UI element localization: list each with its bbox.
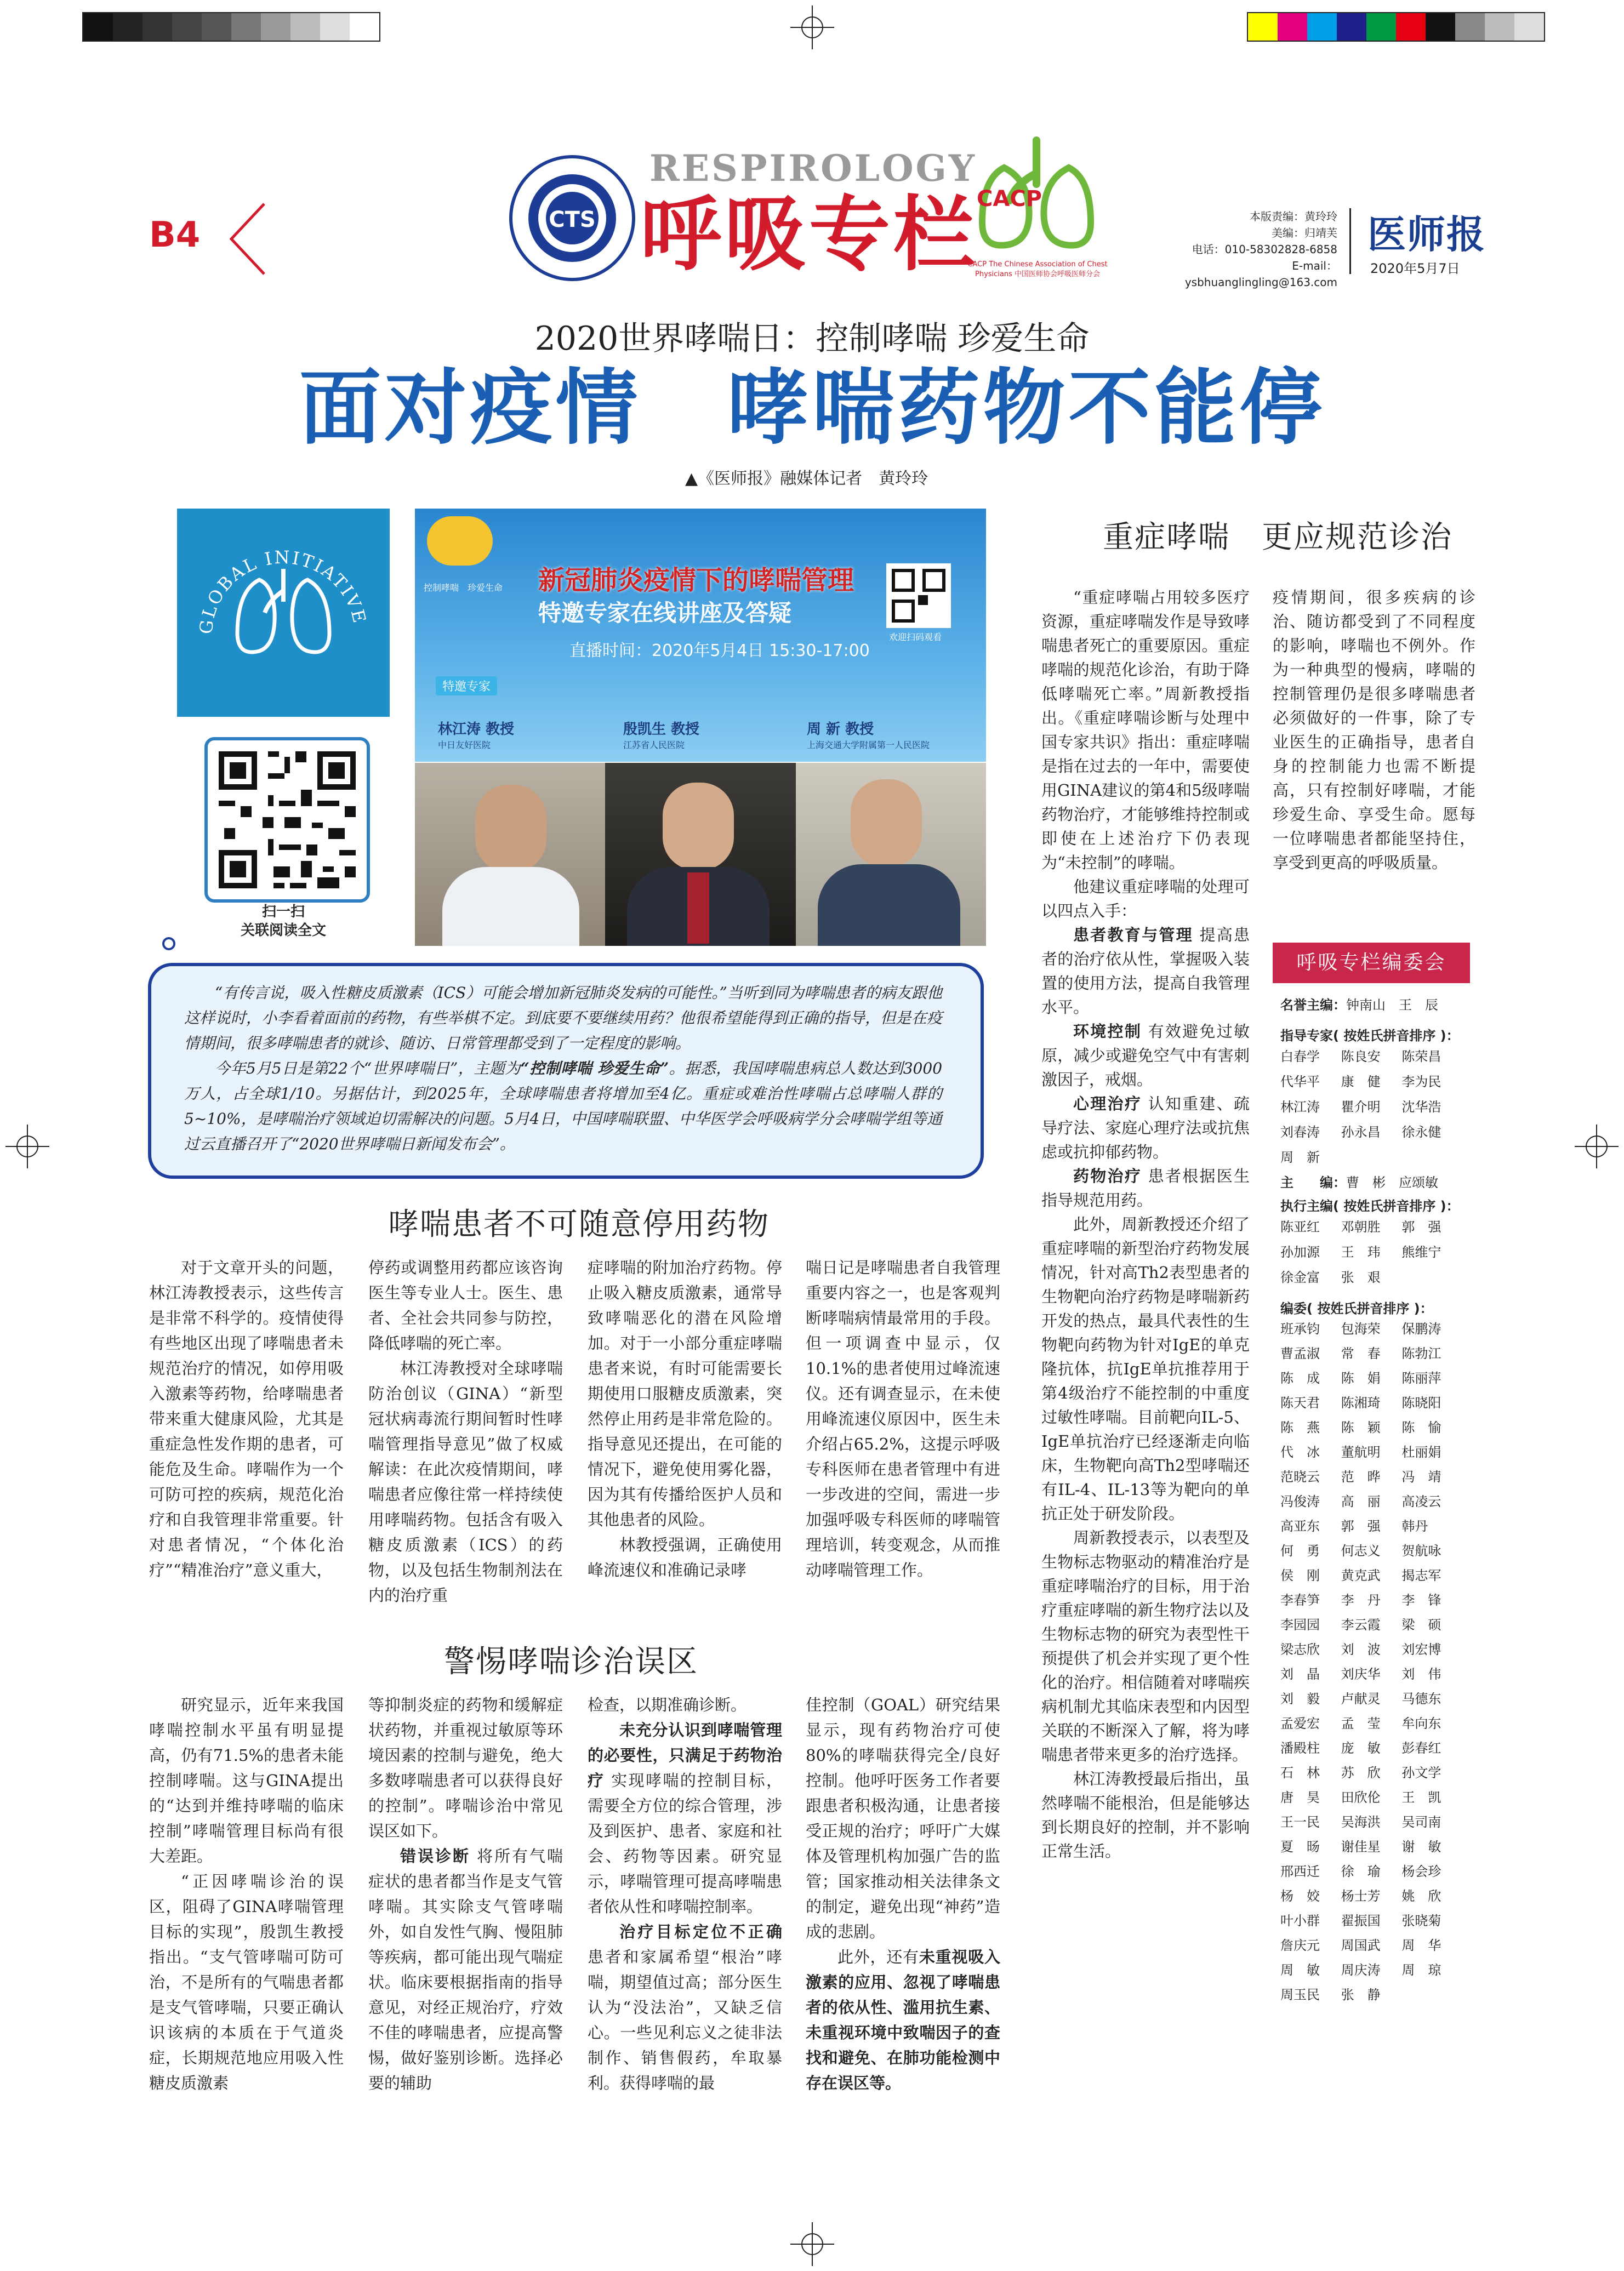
committee-name: 叶小群 [1280, 1913, 1320, 1928]
committee-name: 徐金富 [1280, 1270, 1320, 1285]
committee-name: 陈良安 [1341, 1049, 1381, 1064]
committee-name: 石 林 [1280, 1765, 1320, 1781]
s1-col2-text-a: 停药或调整用药都应该咨询医生等专业人士。医生、患者、全社会共同参与防控，降低哮喘的死亡率。 [368, 1258, 563, 1353]
committee-name: 杨 姣 [1280, 1888, 1320, 1904]
committee-name: 张晓菊 [1401, 1913, 1441, 1928]
cts-logo [509, 155, 636, 282]
committee-name: 徐 瑜 [1341, 1864, 1381, 1879]
committee-name: 陈湘琦 [1341, 1395, 1381, 1411]
committee-name: 梁志欣 [1280, 1642, 1320, 1657]
committee-name: 刘 毅 [1280, 1691, 1320, 1707]
intro-para-1: “有传言说，吸入性糖皮质激素（ICS）可能会增加新冠肺炎发病的可能性。”当听到同为哮喘患者的病友跟他这样说时，小李看着面前的药物，有些举棋不定。到底要不要继续用药？他很希望能得到正确的指导，但是在疫情期间，很多哮喘患者的就诊、随访、日常管理都受到了一定程度的影响。 [184, 984, 942, 1052]
livestream-banner [415, 509, 986, 762]
committee-name: 李 锋 [1401, 1593, 1441, 1608]
page-code: B4 [149, 215, 201, 255]
column-english-title: RESPIROLOGY [649, 147, 977, 190]
expert-photo-3 [796, 763, 986, 946]
section1-title: 哮喘患者不可随意停用药物 [388, 1207, 770, 1242]
s3-colA-text-9: 林江涛教授最后指出，虽然哮喘不能根治，但是能够达到长期良好的控制，并不影响正常生活。 [1041, 1770, 1250, 1861]
committee-members [1280, 1317, 1462, 2007]
committee-name: 韩丹 [1401, 1519, 1428, 1534]
s3-colA-text-7: 此外，周新教授还介绍了重症哮喘的新型治疗药物发展情况，针对高Th2表型患者的生物靶向治疗药物是哮喘新药开发的热点，最具代表性的生物靶向药物为针对IgE的单克隆抗体，抗IgE单抗推荐用于第4级治疗不能控制的中重度过敏性哮喘。目前靶向IL-5、IgE单抗治疗已经逐渐走向临床，生物靶向高Th2型哮喘还有IL-4、IL-13等为靶向的单抗正处于研发阶段。 [1041, 1215, 1250, 1523]
masthead-info [1178, 208, 1337, 290]
committee-name: 杜丽娟 [1401, 1445, 1441, 1460]
registration-mark-right [1575, 1125, 1619, 1168]
committee-name: 范晓云 [1280, 1469, 1320, 1485]
committee-name: 陈勃江 [1401, 1346, 1441, 1361]
committee-name: 夏 旸 [1280, 1839, 1320, 1855]
committee-members-label: 编委( 按姓氏拼音排序 )： [1280, 1301, 1433, 1316]
committee-name: 侯 刚 [1280, 1568, 1320, 1583]
s2-col4 [806, 1692, 1000, 2096]
committee-name: 熊维宁 [1401, 1245, 1441, 1260]
s3-colA-text-5: 心理治疗 认知重建、疏导疗法、家庭心理疗法或抗焦虑或抗抑郁药物。 [1041, 1094, 1250, 1161]
committee-name: 刘 伟 [1401, 1667, 1441, 1682]
chevron-left-icon [226, 201, 270, 277]
committee-name: 孙文学 [1401, 1765, 1441, 1781]
s1-col4-text: 喘日记是哮喘患者自我管理重要内容之一，也是客观判断哮喘病情最常用的手段。但一项调查中显示，仅10.1%的患者使用过峰流速仪。还有调查显示，在未使用峰流速仪原因中，医生未介绍占65.2%，这提示呼吸专科医师在患者管理中有进一步改进的空间，需进一步加强呼吸专科医师的哮喘管理培训，转变观念，从而推动哮喘管理工作。 [806, 1258, 1000, 1579]
committee-advisors [1280, 1044, 1462, 1170]
s1-col2-text-b: 林江涛教授对全球哮喘防治创议（GINA）“新型冠状病毒流行期间暂时性哮喘管理指导意见”做了权威解读：在此次疫情期间，哮喘患者应像往常一样持续使用哮喘药物。包括含有吸入糖皮质激素（ICS）的药物，以及包括生物制剂法在内的治疗重 [368, 1359, 563, 1605]
s3-colA-text-2: 他建议重症哮喘的处理可以四点入手： [1041, 877, 1250, 920]
s2-col1-text-a: 研究显示，近年来我国哮喘控制水平虽有明显提高，仍有71.5%的患者未能控制哮喘。这与GINA提出的“达到并维持哮喘的临床控制”哮喘管理目标尚有很大差距。 [149, 1696, 344, 1865]
committee-name: 陈 娟 [1341, 1371, 1381, 1386]
committee-name: 瞿介明 [1341, 1099, 1381, 1115]
committee-name: 陈亚红 [1280, 1219, 1320, 1235]
expert-photo-2 [605, 763, 795, 946]
committee-name: 沈华浩 [1401, 1099, 1441, 1115]
intro-box-dot [162, 937, 175, 950]
s1-col2 [368, 1255, 563, 1608]
s1-col1-text: 对于文章开头的问题，林江涛教授表示，这些传言是非常不科学的。疫情使得有些地区出现了哮喘患者未规范治疗的情况，如停用吸入激素等药物，给哮喘患者带来重大健康风险，尤其是重症急性发作期的患者，可能危及生命。哮喘作为一个可防可控的疾病，规范化治疗和自我管理非常重要。针对患者情况，“个体化治疗”“精准治疗”意义重大， [149, 1258, 344, 1579]
banner-time: 直播时间：2020年5月4日 15:30-17:00 [569, 641, 870, 660]
expert-1-org: 中日友好医院 [438, 740, 491, 750]
committee-name: 白春学 [1280, 1049, 1320, 1064]
committee-name: 孙加源 [1280, 1245, 1320, 1260]
s3-colB [1273, 585, 1475, 875]
committee-name: 周 琼 [1401, 1962, 1441, 1978]
committee-name: 李 丹 [1341, 1593, 1381, 1608]
committee-name: 陈 燕 [1280, 1420, 1320, 1435]
committee-name: 田欣伦 [1341, 1790, 1381, 1805]
committee-name: 吴司南 [1401, 1814, 1441, 1830]
committee-name: 黄克武 [1341, 1568, 1381, 1583]
committee-name: 郭 强 [1341, 1519, 1381, 1534]
committee-name: 陈 愉 [1401, 1420, 1441, 1435]
committee-name: 周玉民 [1280, 1987, 1320, 2002]
section3-title: 重症哮喘 更应规范诊治 [1103, 520, 1452, 555]
expert-3 [807, 718, 930, 751]
paper-name: 医师报 [1367, 212, 1486, 257]
svg-text:CACP: CACP [977, 186, 1042, 212]
committee-name: 詹庆元 [1280, 1938, 1320, 1953]
s1-col3-text: 症哮喘的附加治疗药物。停止吸入糖皮质激素，通常导致哮喘恶化的潜在风险增加。对于一小部分重症哮喘患者来说，有时可能需要长期使用口服糖皮质激素，突然停止用药是非常危险的。指导意见还提出，在可能的情况下，避免使用雾化器，因为其有传播给医护人员和其他患者的风险。 [588, 1258, 782, 1529]
committee-name: 张 艰 [1341, 1270, 1381, 1285]
committee-name: 卢献灵 [1341, 1691, 1381, 1707]
committee-name: 潘殿柱 [1280, 1741, 1320, 1756]
experts-tag: 特邀专家 [436, 676, 497, 695]
s2-col3 [588, 1692, 782, 2096]
committee-name: 庞 敏 [1341, 1741, 1381, 1756]
committee-name: 冯俊涛 [1280, 1494, 1320, 1509]
s2-col1-text-b: “正因哮喘诊治的误区，阻碍了GINA哮喘管理目标的实现”，殷凯生教授指出。“支气管哮喘可防可治，不是所有的气喘患者都是支气管哮喘，只要正确认识该病的本质在于气道炎症，长期规范地应用吸入性糖皮质激素 [149, 1872, 344, 2092]
registration-mark-left [5, 1125, 49, 1168]
banner-subtitle: 特邀专家在线讲座及答疑 [538, 600, 792, 626]
s3-colA-text-6: 药物治疗 患者根据医生指导规范用药。 [1041, 1167, 1250, 1209]
expert-2 [623, 718, 699, 751]
committee-name: 范 晔 [1341, 1469, 1381, 1485]
s2-col1 [149, 1692, 344, 2096]
gina-logo-text: GLOBAL INITIATIVE [195, 546, 371, 635]
committee-name: 刘春涛 [1280, 1125, 1320, 1140]
registration-mark-top [790, 5, 834, 49]
banner-right-tag: 欢迎扫码观看 [889, 632, 942, 642]
committee-name: 孙永昌 [1341, 1125, 1381, 1140]
committee-name: 马德东 [1401, 1691, 1441, 1707]
committee-name: 林江涛 [1280, 1099, 1320, 1115]
committee-name: 李为民 [1401, 1074, 1441, 1089]
committee-name: 翟振国 [1341, 1913, 1381, 1928]
editorial-committee [1273, 943, 1470, 2007]
committee-name: 班承钧 [1280, 1321, 1320, 1337]
committee-name: 董航明 [1341, 1445, 1381, 1460]
committee-name: 李园园 [1280, 1617, 1320, 1633]
committee-exec [1280, 1214, 1462, 1290]
qr-caption-line2: 关联阅读全文 [240, 922, 326, 939]
svg-text:CTS: CTS [549, 207, 596, 232]
banner-mascot-icon [427, 516, 493, 566]
committee-name: 孟 莹 [1341, 1716, 1381, 1731]
registration-mark-bottom [790, 2222, 834, 2266]
committee-name: 周庆涛 [1341, 1962, 1381, 1978]
committee-name: 杨会珍 [1401, 1864, 1441, 1879]
column-title: 呼吸专栏 [640, 187, 978, 282]
s1-col1 [149, 1255, 344, 1583]
color-bar [1247, 12, 1545, 42]
committee-name: 刘庆华 [1341, 1667, 1381, 1682]
committee-name: 保鹏涛 [1401, 1321, 1441, 1337]
committee-name: 贺航咏 [1401, 1543, 1441, 1559]
committee-name: 包海荣 [1341, 1321, 1381, 1337]
committee-name: 郭 强 [1401, 1219, 1441, 1235]
s3-colA-text-4: 环境控制 有效避免过敏原，减少或避免空气中有害刺激因子，戒烟。 [1041, 1022, 1250, 1089]
expert-3-name: 周 新 教授 [807, 721, 874, 738]
grayscale-bar [82, 12, 380, 42]
s3-colA-text-3: 患者教育与管理 提高患者的治疗依从性，掌握吸入装置的使用方法，提高自我管理水平。 [1041, 926, 1250, 1017]
committee-name: 刘 晶 [1280, 1667, 1320, 1682]
editor-credit: 本版责编：黄玲玲 [1250, 210, 1337, 223]
committee-name: 唐 昊 [1280, 1790, 1320, 1805]
s1-col3 [588, 1255, 782, 1583]
committee-name: 高亚东 [1280, 1519, 1320, 1534]
banner-qr-icon [886, 563, 951, 628]
s3-colA [1041, 585, 1250, 1863]
s1-col3-text-b: 林教授强调，正确使用峰流速仪和准确记录哮 [588, 1536, 782, 1579]
gina-logo [177, 509, 390, 717]
committee-name: 何志义 [1341, 1543, 1381, 1559]
committee-name: 陈 颖 [1341, 1420, 1381, 1435]
committee-name: 孟爱宏 [1280, 1716, 1320, 1731]
committee-name: 刘宏博 [1401, 1642, 1441, 1657]
committee-name: 张 静 [1341, 1987, 1381, 2002]
committee-name: 徐永健 [1401, 1125, 1441, 1140]
committee-name: 王 凯 [1401, 1790, 1441, 1805]
s1-col4 [806, 1255, 1000, 1583]
committee-name: 周 新 [1280, 1150, 1320, 1165]
cacp-logo [967, 135, 1108, 288]
expert-photo-1 [415, 763, 605, 946]
committee-name: 李云霞 [1341, 1617, 1381, 1633]
s3-colA-text-8: 周新教授表示，以表型及生物标志物驱动的精准治疗是重症哮喘治疗的目标，用于治疗重症哮喘的新生物疗法以及生物标志物的研究为表型性干预提供了机会并实现了更个性化的治疗。相信随着对哮喘疾病机制尤其临床表型和内因型关联的不断深入了解，将为哮喘患者带来更多的治疗选择。 [1041, 1528, 1250, 1764]
committee-name: 姚 欣 [1401, 1888, 1441, 1904]
video-call-photo [415, 763, 986, 946]
s3-colA-text-1: “重症哮喘占用较多医疗资源，重症哮喘发作是导致哮喘患者死亡的重要原因。重症哮喘的规范化诊治，有助于降低哮喘死亡率。”周新教授指出。《重症哮喘诊断与处理中国专家共识》指出：重症哮喘是指在过去的一年中，需要使用GINA建议的第4和5级哮喘药物治疗，才能够维持控制或即使在上述治疗下仍表现为“未控制”的哮喘。 [1041, 588, 1250, 872]
s2-col4-text-a: 佳控制（GOAL）研究结果显示，现有药物治疗可使80%的哮喘获得完全/良好控制。他呼吁医务工作者要跟患者积极沟通，让患者接受正规的治疗；呼吁广大媒体及管理机构加强广告的监管；国家推动相关法律条文的制定，避免出现“神药”造成的悲剧。 [806, 1696, 1000, 1941]
qr-caption [177, 903, 390, 940]
committee-name: 谢 敏 [1401, 1839, 1441, 1855]
committee-name: 邢西迁 [1280, 1864, 1320, 1879]
intro-box [148, 963, 984, 1179]
expert-3-org: 上海交通大学附属第一人民医院 [807, 740, 930, 750]
art-editor-credit: 美编：归靖芙 [1272, 226, 1337, 239]
committee-name: 陈 成 [1280, 1371, 1320, 1386]
committee-exec-label: 执行主编( 按姓氏拼音排序 )： [1280, 1199, 1460, 1214]
s2-col3-text-c: 治疗目标定位不正确 患者和家属希望“根治”哮喘，期望值过高；部分医生认为“没法治”，又缺乏信心。一些见利忘义之徒非法制作、销售假药，牟取暴利。获得哮喘的最 [588, 1922, 782, 2092]
committee-name: 李春笋 [1280, 1593, 1320, 1608]
contact-phone: 电话：010-58302828-6858 [1192, 243, 1337, 256]
committee-name: 高 丽 [1341, 1494, 1381, 1509]
committee-advisors-label: 指导专家( 按姓氏拼音排序 )： [1280, 1028, 1460, 1043]
committee-name: 陈丽萍 [1401, 1371, 1441, 1386]
s2-col2 [368, 1692, 563, 2096]
committee-name: 梁 硕 [1401, 1617, 1441, 1633]
issue-date: 2020年5月7日 [1370, 261, 1460, 276]
banner-title: 新冠肺炎疫情下的哮喘管理 [538, 565, 854, 596]
s2-col3-text-b: 未充分认识到哮喘管理的必要性，只满足于药物治疗 实现哮喘的控制目标，需要全方位的综合管理，涉及到医护、患者、家庭和社会、药物等因素。研究显示，哮喘管理可提高哮喘患者依从性和哮喘控制率。 [588, 1721, 782, 1916]
committee-name: 王 玮 [1341, 1245, 1381, 1260]
committee-name: 谢佳星 [1341, 1839, 1381, 1855]
committee-name: 代 冰 [1280, 1445, 1320, 1460]
committee-name: 牟向东 [1401, 1716, 1441, 1731]
committee-name: 周国武 [1341, 1938, 1381, 1953]
committee-name: 康 健 [1341, 1074, 1381, 1089]
expert-2-name: 殷凯生 教授 [623, 721, 700, 738]
committee-name: 邓朝胜 [1341, 1219, 1381, 1235]
committee-name: 杨士芳 [1341, 1888, 1381, 1904]
s2-col2-text-b: 错误诊断 将所有气喘症状的患者都当作是支气管哮喘。其实除支气管哮喘外，如自发性气胸、慢阻肺等疾病，都可能出现气喘症状。临床要根据指南的指导意见，对经正规治疗，疗效不佳的哮喘患者，应提高警惕，做好鉴别诊断。选择必要的辅助 [368, 1847, 563, 2092]
qr-caption-line1: 扫一扫 [261, 904, 305, 920]
s2-col3-text-a: 检查，以期准确诊断。 [588, 1696, 747, 1714]
headline-kicker: 2020世界哮喘日：控制哮喘 珍爱生命 [534, 319, 1090, 358]
committee-name: 冯 靖 [1401, 1469, 1441, 1485]
byline: ▲《医师报》融媒体记者 黄玲玲 [685, 469, 928, 488]
committee-name: 揭志军 [1401, 1568, 1441, 1583]
committee-name: 周 华 [1401, 1938, 1441, 1953]
masthead-divider [1349, 208, 1351, 274]
committee-name: 陈荣昌 [1401, 1049, 1441, 1064]
expert-2-org: 江苏省人民医院 [623, 740, 685, 750]
committee-name: 常 春 [1341, 1346, 1381, 1361]
committee-honorary: 名誉主编：钟南山 王 辰 [1280, 997, 1438, 1013]
committee-name: 何 勇 [1280, 1543, 1320, 1559]
committee-title: 呼吸专栏编委会 [1273, 943, 1470, 983]
committee-name: 陈晓阳 [1401, 1395, 1441, 1411]
headline-title: 面对疫情 哮喘药物不能停 [299, 361, 1325, 456]
committee-name: 代华平 [1280, 1074, 1320, 1089]
contact-email: E-mail：ysbhuanglingling@163.com [1184, 259, 1337, 289]
section2-title: 警惕哮喘诊治误区 [444, 1644, 698, 1680]
committee-name: 高凌云 [1401, 1494, 1441, 1509]
s2-col4-text-b: 此外，还有未重视吸入激素的应用、忽视了哮喘患者的依从性、滥用抗生素、未重视环境中致喘因子的查找和避免、在肺功能检测中存在误区等。 [806, 1948, 1000, 2092]
committee-name: 彭春红 [1401, 1741, 1441, 1756]
expert-1 [438, 718, 514, 751]
banner-left-tag: 控制哮喘 珍爱生命 [424, 583, 503, 593]
expert-1-name: 林江涛 教授 [438, 721, 515, 738]
s3-colB-text-1: 疫情期间，很多疾病的诊治、随访都受到了不同程度的影响，哮喘也不例外。作为一种典型的慢病，哮喘的控制管理仍是很多哮喘患者必须做好的一件事，除了专业医生的正确指导，患者自身的控制能力也需不断提高，只有控制好哮喘，才能珍爱生命、享受生命。愿每一位哮喘患者都能坚持住，享受到更高的呼吸质量。 [1273, 588, 1475, 872]
committee-name: 吴海洪 [1341, 1814, 1381, 1830]
committee-name: 曹孟淑 [1280, 1346, 1320, 1361]
committee-name: 王一民 [1280, 1814, 1320, 1830]
committee-name: 陈天君 [1280, 1395, 1320, 1411]
committee-name: 刘 波 [1341, 1642, 1381, 1657]
committee-chief: 主 编：曹 彬 应颂敏 [1280, 1175, 1438, 1190]
committee-name: 周 敏 [1280, 1962, 1320, 1978]
intro-para-2: 今年5月5日是第22个“世界哮喘日”，主题为“控制哮喘 珍爱生命”。据悉，我国哮喘患病总人数达到3000万人，占全球1/10。另据估计，到2025年，全球哮喘患者将增加至4亿。重症或难治性哮喘占总哮喘人群的5~10%，是哮喘治疗领域迫切需解决的问题。5月4日，中国哮喘联盟、中华医学会呼吸病学分会哮喘学组等通过云直播召开了“2020世界哮喘日新闻发布会”。 [184, 1059, 943, 1153]
cacp-logo-text: CACP The Chinese Association of Chest Physicians 中国医师协会呼吸医师分会 [967, 260, 1108, 278]
qr-code[interactable] [204, 737, 370, 903]
committee-name: 苏 欣 [1341, 1765, 1381, 1781]
s2-col2-text-a: 等抑制炎症的药物和缓解症状药物，并重视过敏原等环境因素的控制与避免，绝大多数哮喘患者可以获得良好的控制”。哮喘诊治中常见误区如下。 [368, 1696, 563, 1840]
